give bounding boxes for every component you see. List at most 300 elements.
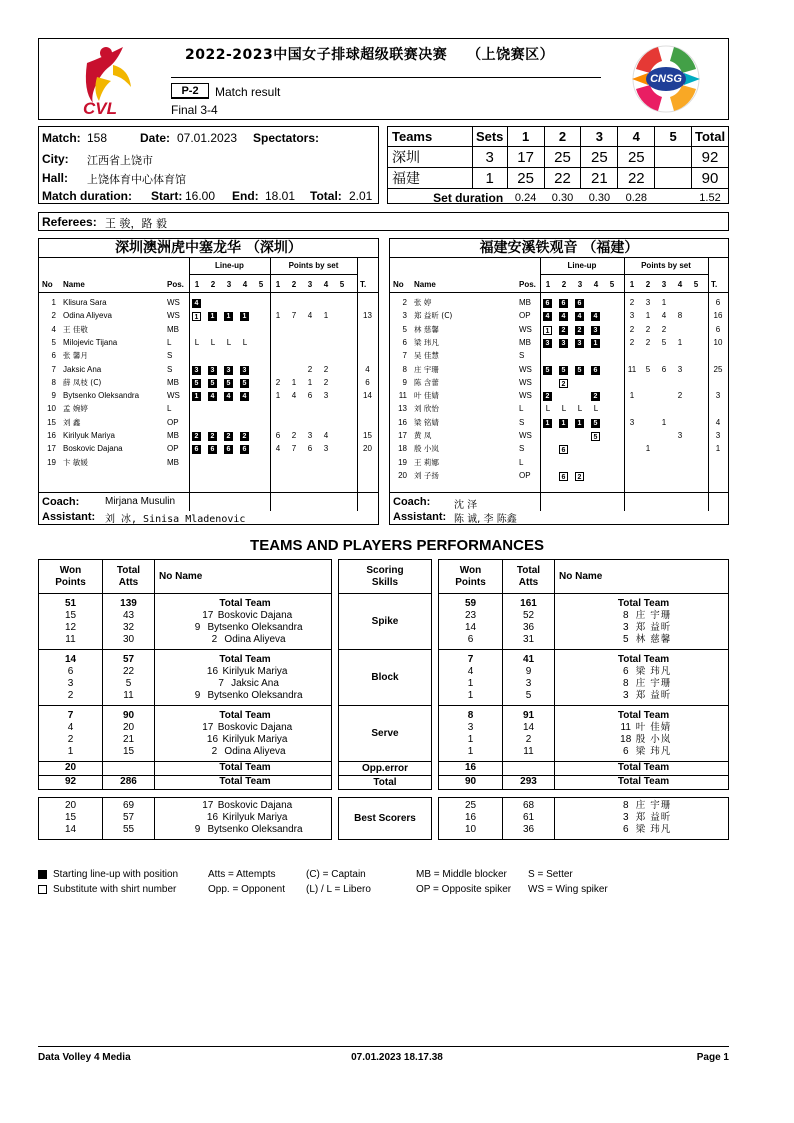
won-points: 1	[467, 678, 474, 689]
lineup-square: 2	[192, 432, 201, 441]
lineup-square: 1	[240, 312, 249, 321]
perf-skill-block	[439, 650, 729, 706]
total-atts: 90	[122, 710, 135, 721]
player-name: 郑 益昕	[635, 812, 672, 823]
points-by-set: 7	[291, 311, 297, 321]
total-atts: 32	[122, 622, 135, 633]
best-atts: 69	[122, 800, 135, 811]
lineup-square: 6	[224, 445, 233, 454]
player-number: 17	[47, 444, 56, 454]
total-atts: 15	[122, 746, 135, 757]
score-head-cell: Total	[692, 127, 729, 147]
doc-label: Match result	[215, 85, 281, 99]
perf-skill-name: Serve	[339, 706, 432, 762]
player-name: 张 馨月	[63, 351, 88, 361]
lineup-start-position	[240, 444, 249, 454]
player-name: 庄 宇珊	[635, 610, 672, 621]
lineup-substitute-number	[559, 444, 568, 454]
sheet-rule	[39, 292, 378, 293]
team_a-lineup-label: Line-up	[215, 261, 244, 270]
player-number: 9	[194, 690, 201, 701]
player-name: 梁 玮凡	[414, 337, 439, 347]
lineup-start-position	[208, 444, 217, 454]
points-by-set: 4	[275, 444, 281, 454]
won-points: 6	[467, 634, 474, 645]
points-by-set	[303, 416, 317, 429]
player-name: 卞 敏媛	[63, 457, 88, 467]
lineup-start-position	[240, 391, 249, 401]
player-name: 梁 玮凡	[635, 746, 672, 757]
player-total: 6	[715, 324, 721, 334]
player-name: 梁 玮凡	[635, 824, 672, 835]
player-row	[390, 296, 728, 309]
points-by-set	[657, 442, 671, 455]
player-name: Kirilyuk Mariya	[63, 431, 116, 440]
player-number: 13	[398, 404, 407, 414]
points-by-set: 4	[661, 311, 667, 321]
points-by-set	[657, 456, 671, 469]
player-line	[559, 666, 728, 678]
perf-table-skills	[338, 559, 432, 790]
points-by-set: 5	[645, 364, 651, 374]
team_b-points-set-num: 4	[677, 280, 683, 289]
lineup-start-position	[208, 365, 217, 375]
team_b-lineup-set-num: 3	[577, 280, 583, 289]
team_a-col-name: Name	[63, 280, 85, 289]
points-by-set	[673, 323, 687, 336]
lineup-start-position	[575, 298, 584, 308]
legend-item: Substitute with shirt number	[53, 884, 177, 895]
legend-start-swatch	[38, 870, 47, 879]
player-total: 16	[713, 311, 723, 321]
team_a-lineup-set-num: 5	[258, 280, 264, 289]
lineup-start-position	[543, 391, 552, 401]
player-position: L	[167, 337, 172, 347]
score-cell: 25	[507, 168, 544, 189]
player-total	[357, 336, 378, 349]
best-won-cell	[39, 798, 103, 840]
player-number: 16	[47, 431, 56, 440]
points-by-set: 1	[307, 377, 313, 387]
player-number: 5	[402, 324, 407, 334]
player-line	[159, 654, 331, 666]
points-by-set	[335, 309, 349, 322]
best-atts-cell	[503, 798, 555, 840]
points-by-set	[271, 296, 285, 309]
lineup-start-position	[192, 391, 201, 401]
best-won: 15	[64, 812, 77, 823]
lineup-square: 2	[591, 392, 600, 401]
points-by-set	[335, 349, 349, 362]
points-by-set	[335, 456, 349, 469]
lineup-square: 6	[192, 445, 201, 454]
won-points: 1	[467, 690, 474, 701]
points-by-set: 2	[645, 337, 651, 347]
lineup-start-position	[559, 365, 568, 375]
points-by-set	[625, 429, 639, 442]
points-by-set	[657, 389, 671, 402]
perf-skill-block	[39, 650, 332, 706]
phase-label: Final 3-4	[171, 103, 218, 117]
points-by-set	[657, 469, 671, 482]
team_b-points-set-num: 5	[693, 280, 699, 289]
points-by-set: 2	[323, 377, 329, 387]
won-points: 2	[67, 690, 74, 701]
footer-left: Data Volley 4 Media	[38, 1052, 131, 1063]
points-by-set	[673, 416, 687, 429]
player-number: 18	[398, 444, 407, 454]
lineup-start-position	[543, 298, 552, 308]
best-block	[439, 798, 729, 840]
player-number: 19	[47, 457, 56, 467]
score-cell: 21	[581, 168, 618, 189]
points-by-set	[271, 336, 285, 349]
best-label-row	[339, 798, 432, 840]
points-by-set: 1	[275, 391, 281, 401]
player-total	[708, 469, 728, 482]
lineup-substitute-number	[559, 378, 568, 388]
lineup-square: 6	[208, 445, 217, 454]
team_b-lineup-set-num: 2	[561, 280, 567, 289]
lineup-square: 6	[543, 299, 552, 308]
duration-cell: 0.30	[588, 191, 611, 204]
points-by-set	[271, 349, 285, 362]
lineup-start-position	[591, 311, 600, 321]
team_b-points-set-num: 3	[661, 280, 667, 289]
points-by-set	[689, 323, 703, 336]
cnsg-logo	[628, 43, 704, 115]
player-number: 6	[622, 824, 629, 835]
points-by-set	[657, 429, 671, 442]
player-position: S	[519, 444, 525, 454]
end-label: End:	[232, 189, 259, 203]
player-position: WS	[519, 391, 532, 401]
player-name: 王 佳敬	[63, 324, 88, 334]
team-a-coach: Mirjana Musulin	[105, 496, 176, 507]
lineup-start-position	[591, 418, 600, 428]
points-by-set	[673, 296, 687, 309]
player-position: MB	[167, 377, 179, 387]
lineup-square: 5	[591, 419, 600, 428]
score-head-cell: 2	[544, 127, 581, 147]
perf-summary-row	[39, 776, 332, 790]
perf-skill-name: Block	[339, 650, 432, 706]
best-scorers-team-b	[438, 797, 729, 840]
player-name: Bytsenko Oleksandra	[207, 622, 303, 633]
lineup-square: 2	[575, 326, 584, 335]
lineup-substitute-number	[192, 311, 201, 321]
player-line	[159, 746, 331, 758]
player-position: S	[519, 417, 525, 427]
perf-summary-cell: 92	[39, 776, 103, 790]
lineup-libero: L	[561, 404, 567, 414]
perf-skill-row	[339, 776, 432, 790]
total-atts: 9	[525, 666, 532, 677]
player-number: 6	[622, 746, 629, 757]
player-total	[708, 376, 728, 389]
points-by-set: 1	[677, 337, 683, 347]
points-by-set	[689, 296, 703, 309]
lineup-square: 1	[575, 419, 584, 428]
lineup-square: 6	[559, 472, 568, 481]
perf-won-cell	[39, 706, 103, 762]
perf-atts-cell	[503, 594, 555, 650]
duration-cell: 0.30	[551, 191, 574, 204]
player-row	[390, 349, 728, 362]
points-by-set: 1	[629, 391, 635, 401]
lineup-start-position	[192, 365, 201, 375]
team-a-name: 深圳澳洲虎中塞龙华 （深圳）	[39, 239, 378, 258]
sheet-rule	[189, 274, 357, 275]
total-atts: 91	[522, 710, 535, 721]
player-number: 18	[620, 734, 632, 745]
points-by-set: 1	[645, 311, 651, 321]
perf-won-cell	[39, 650, 103, 706]
points-by-set	[303, 296, 317, 309]
lineup-square: 1	[192, 392, 201, 401]
doc-code: P-2	[171, 83, 209, 99]
title-rule	[171, 77, 601, 78]
won-points: 4	[467, 666, 474, 677]
player-row	[390, 429, 728, 442]
duration-label: Match duration:	[42, 189, 132, 203]
player-name: Total Team	[617, 654, 670, 665]
player-row	[39, 349, 378, 362]
team-a-assistant-label: Assistant:	[42, 511, 96, 523]
referees-box	[38, 212, 729, 231]
lineup-square: 4	[543, 312, 552, 321]
points-by-set	[657, 349, 671, 362]
lineup-square: 5	[591, 432, 600, 441]
points-by-set: 3	[323, 444, 329, 454]
perf-name-cell	[555, 650, 729, 706]
points-by-set	[335, 296, 349, 309]
lineup-square: 2	[208, 432, 217, 441]
player-position: OP	[519, 470, 531, 480]
player-total: 13	[363, 311, 372, 321]
points-by-set	[319, 402, 333, 415]
footer-rule	[38, 1046, 729, 1047]
points-by-set	[689, 402, 703, 415]
score-cell: 22	[544, 168, 581, 189]
team_b-points-set-num: 2	[645, 280, 651, 289]
won-points: 51	[64, 598, 77, 609]
player-name: 殷 小岚	[414, 444, 439, 454]
total-atts: 52	[522, 610, 535, 621]
player-total: 10	[713, 337, 723, 347]
player-position: WS	[519, 377, 532, 387]
player-number: 3	[622, 622, 629, 633]
player-number: 8	[402, 364, 407, 374]
player-position: WS	[519, 364, 532, 374]
legend-item: Starting line-up with position	[53, 869, 179, 880]
player-number: 6	[51, 351, 56, 361]
points-by-set	[689, 363, 703, 376]
lineup-start-position	[591, 338, 600, 348]
player-total: 6	[365, 377, 370, 387]
points-by-set	[641, 456, 655, 469]
points-by-set: 4	[323, 431, 329, 440]
perf-name-cell	[555, 594, 729, 650]
player-name: 郑 益昕 (C)	[414, 311, 453, 321]
player-line	[559, 622, 728, 634]
player-position: S	[519, 351, 525, 361]
legend-item: (C) = Captain	[306, 869, 366, 880]
lineup-square: 6	[575, 299, 584, 308]
points-by-set	[689, 349, 703, 362]
player-number: 19	[398, 457, 407, 467]
lineup-libero: L	[210, 337, 216, 347]
score-cell: 92	[692, 147, 729, 168]
perf-name-cell	[155, 594, 332, 650]
lineup-square: 1	[591, 339, 600, 348]
player-name: Jaksic Ana	[231, 678, 279, 689]
perf-skill-row	[339, 650, 432, 706]
team-b-sheet	[390, 258, 728, 494]
player-number: 8	[622, 678, 629, 689]
points-by-set	[641, 469, 655, 482]
perf-won-cell	[439, 650, 503, 706]
player-total: 1	[715, 444, 721, 454]
points-by-set	[641, 416, 655, 429]
player-number: 11	[620, 722, 631, 733]
score-cell: 25	[618, 147, 655, 168]
player-name: 郑 益昕	[635, 690, 672, 701]
hall-label: Hall:	[42, 171, 69, 185]
total-atts: 36	[522, 622, 535, 633]
points-by-set: 1	[291, 377, 297, 387]
perf-skill-block	[39, 706, 332, 762]
perf-atts-cell	[503, 650, 555, 706]
lineup-square: 2	[240, 432, 249, 441]
perf-won-cell	[39, 594, 103, 650]
perf-name-cell	[555, 706, 729, 762]
player-line	[159, 710, 331, 722]
lineup-start-position	[208, 391, 217, 401]
won-points: 3	[467, 722, 474, 733]
team_b-col-no: No	[393, 280, 404, 289]
player-name: 薛 凤枝 (C)	[63, 377, 102, 387]
won-points: 12	[64, 622, 77, 633]
player-name: 林 慈馨	[414, 324, 439, 334]
player-row	[390, 323, 728, 336]
perf-summary-cell: 20	[39, 762, 103, 776]
perf-head-atts: Total Atts	[503, 560, 555, 594]
player-name: Bytsenko Oleksandra	[63, 391, 140, 401]
total-label: Total:	[310, 189, 342, 203]
points-by-set: 1	[661, 298, 667, 307]
lineup-start-position	[575, 365, 584, 375]
total-atts: 11	[523, 746, 534, 757]
won-points: 11	[65, 634, 76, 645]
points-by-set: 3	[323, 391, 329, 401]
team_b-col-name: Name	[414, 280, 436, 289]
player-total: 3	[715, 431, 721, 440]
player-number: 8	[51, 377, 56, 387]
points-by-set	[287, 323, 301, 336]
points-by-set	[319, 456, 333, 469]
best-won: 10	[464, 824, 477, 835]
points-by-set	[335, 429, 349, 442]
points-by-set	[689, 429, 703, 442]
perf-summary-cell: Total Team	[155, 762, 332, 776]
total-atts: 3	[525, 678, 532, 689]
player-row	[390, 442, 728, 455]
points-by-set	[673, 402, 687, 415]
won-points: 1	[67, 746, 74, 757]
player-name: 庄 宇珊	[635, 678, 672, 689]
points-by-set: 3	[629, 417, 635, 427]
won-points: 14	[464, 622, 477, 633]
points-by-set	[335, 363, 349, 376]
player-position: WS	[519, 431, 532, 440]
team_a-lineup-set-num: 2	[210, 280, 216, 289]
points-by-set	[319, 416, 333, 429]
perf-name-cell	[155, 706, 332, 762]
won-points: 59	[464, 598, 477, 609]
player-position: WS	[167, 391, 180, 401]
lineup-square: 2	[224, 432, 233, 441]
player-position: OP	[167, 417, 179, 427]
score-head-cell: Teams	[388, 127, 473, 147]
score-row-a	[388, 147, 729, 168]
player-total	[357, 402, 378, 415]
points-by-set	[319, 336, 333, 349]
player-number: 16	[206, 812, 219, 823]
player-name: 刘 子扬	[414, 470, 439, 480]
points-by-set	[335, 336, 349, 349]
best-player-line	[559, 812, 728, 824]
player-total: 4	[715, 417, 721, 427]
player-name: 王 莉娜	[414, 457, 439, 467]
lineup-square: 4	[208, 392, 217, 401]
points-by-set: 2	[629, 337, 635, 347]
points-by-set	[303, 402, 317, 415]
won-points: 6	[67, 666, 74, 677]
team-b-coach-divider	[390, 492, 728, 493]
player-number: 2	[51, 311, 56, 321]
perf-head-atts: Total Atts	[103, 560, 155, 594]
lineup-start-position	[543, 418, 552, 428]
player-number: 17	[202, 722, 214, 733]
cvl-logo-text: CVL	[83, 99, 117, 118]
lineup-square: 5	[208, 379, 217, 388]
player-number: 3	[622, 690, 629, 701]
best-name-cell	[155, 798, 332, 840]
total-atts: 139	[120, 598, 137, 609]
team-b-name: 福建安溪铁观音 （福建）	[390, 239, 728, 258]
team-b-assistant: 陈 诚, 李 陈鑫	[454, 514, 517, 525]
player-total	[708, 402, 728, 415]
points-by-set	[689, 416, 703, 429]
set-duration-label: Set duration	[433, 190, 504, 205]
points-by-set	[625, 456, 639, 469]
points-by-set	[673, 376, 687, 389]
spectators-label: Spectators:	[253, 131, 320, 145]
lineup-start-position	[543, 338, 552, 348]
lineup-start-position	[208, 431, 217, 441]
player-name: 吴 佳慧	[414, 351, 439, 361]
lineup-start-position	[224, 431, 233, 441]
player-name: 梁 铭婧	[414, 417, 439, 427]
legend-item: S = Setter	[528, 869, 573, 880]
points-by-set	[673, 442, 687, 455]
lineup-square: 1	[192, 312, 201, 321]
player-number: 2	[402, 298, 407, 307]
lineup-square: 3	[559, 339, 568, 348]
perf-head-row	[339, 560, 432, 594]
start-value: 16.00	[185, 189, 216, 203]
